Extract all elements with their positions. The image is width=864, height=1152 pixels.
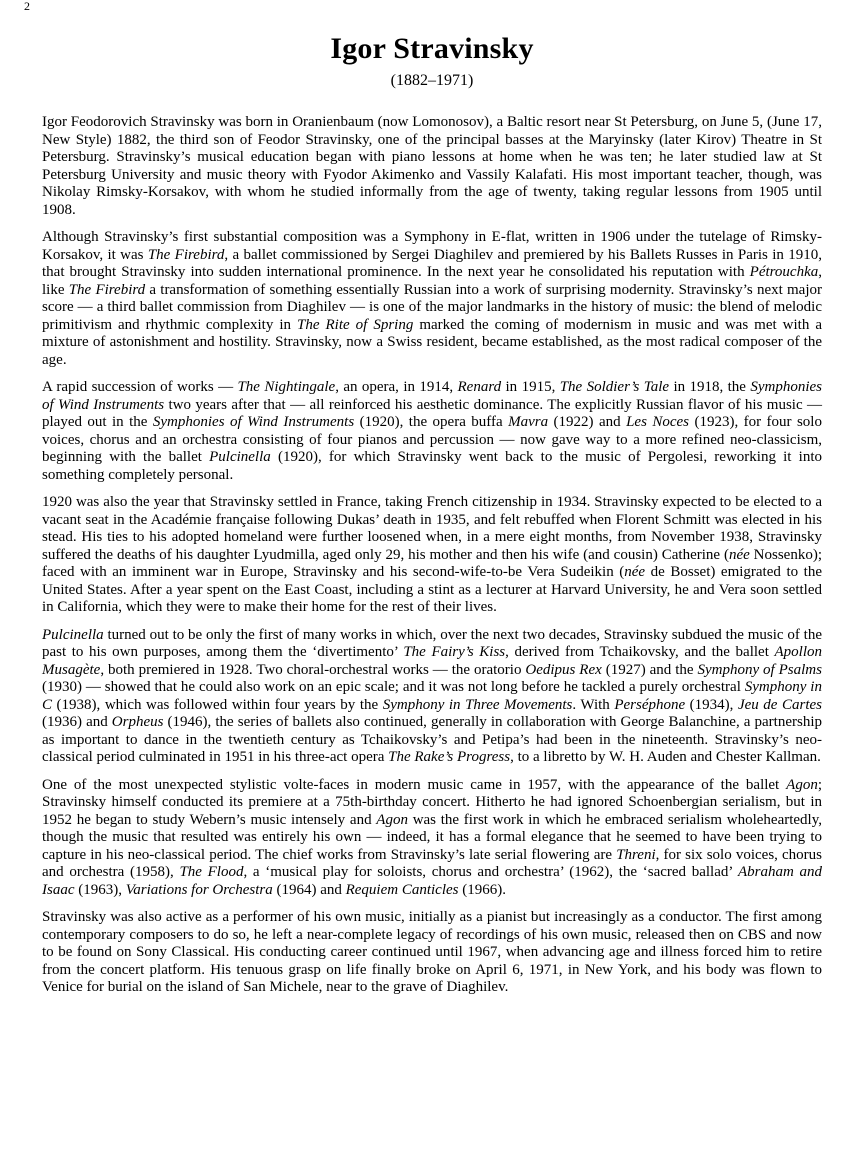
page-title: Igor Stravinsky xyxy=(330,32,534,65)
paragraph: One of the most unexpected stylistic volte-faces in modern music came in 1957, with the appearance of the ballet Agon; Stravinsky himself conducted its premiere at a 75th-birthday concert. Hitherto he had ignored Schoenbergian serialism, but in 1952 he began to study Webern’s music intensely and Agon was the first work in which he embraced serialism wholeheartedly, though the music that resulted was entirely his own — indeed, it has a formal elegance that he seemed to have been trying to capture in his neo-classical period. The chief works from Stravinsky’s late serial flowering are Threni, for six solo voices, chorus and orchestra (1958), The Flood, a ‘musical play for soloists, chorus and orchestra’ (1962), the ‘sacred ballad’ Abraham and Isaac (1963), Variations for Orchestra (1964) and Requiem Canticles (1966). xyxy=(42,776,823,898)
page-number: 2 xyxy=(24,0,30,13)
page-subtitle: (1882–1971) xyxy=(390,72,474,89)
paragraph: Igor Feodorovich Stravinsky was born in Oranienbaum (now Lomonosov), a Baltic resort near St Petersburg, on June 5, (June 17, New Style) 1882, the third son of Feodor Stravinsky, one of the principal basses at the Maryinsky (later Kirov) Theatre in St Petersburg. Stravinsky’s musical education began with piano lessons at home when he was ten; he later studied law at St Petersburg University and music theory with Fyodor Akimenko and Vassily Kalafati. His most important teacher, though, was Nikolay Rimsky-Korsakov, with whom he studied informally from the age of twenty, taking regular lessons from 1905 until 1908. xyxy=(42,114,822,218)
paragraph: A rapid succession of works — The Nightingale, an opera, in 1914, Renard in 1915, The Soldier’s Tale in 1918, the Symphonies of Wind Instruments two years after that — all reinforced his aesthetic dominance. The explicitly Russian flavor of his music — played out in the Symphonies of Wind Instruments (1920), the opera buffa Mavra (1922) and Les Noces (1923), for four solo voices, chorus and an orchestra consisting of four pianos and percussion — now gave way to a more refined neo-classicism, beginning with the ballet Pulcinella (1920), for which Stravinsky went back to the music of Pergolesi, reworking it into something completely personal. xyxy=(42,379,823,483)
paragraph: Stravinsky was also active as a performer of his own music, initially as a pianist but increasingly as a conductor. The first among contemporary composers to do so, he left a near-complete legacy of recordings of his own music, released then on CBS and now to be found on Sony Classical. His conducting career continued until 1967, when advancing age and illness forced him to retire from the concert platform. His tenuous grasp on life finally broke on April 6, 1971, in New York, and his body was flown to Venice for burial on the island of San Michele, near to the grave of Diaghilev. xyxy=(42,909,822,995)
paragraph: Although Stravinsky’s first substantial composition was a Symphony in E-flat, written in 1906 under the tutelage of Rimsky-Korsakov, it was The Firebird, a ballet commissioned by Sergei Diaghilev and premiered by his Ballets Russes in Paris in 1910, that brought Stravinsky into sudden international prominence. In the next year he consolidated his reputation with Pétrouchka, like The Firebird a transformation of something essentially Russian into a work of surprising modernity. Stravinsky’s next major score — a third ballet commission from Diaghilev — is one of the major landmarks in the history of music: the blend of melodic primitivism and rhythmic complexity in The Rite of Spring marked the coming of modernism in music and was met with a mixture of astonishment and hostility. Stravinsky, now a Swiss resident, became established, as the most radical composer of the age. xyxy=(42,229,823,368)
body-text xyxy=(42,114,822,997)
paragraph: 1920 was also the year that Stravinsky settled in France, taking French citizenship in 1934. Stravinsky expected to be elected to a vacant seat in the Académie française following Dukas’ death in 1935, and felt rebuffed when Florent Schmitt was elected in his stead. His ties to his adopted homeland were further loosened when, in a mere eight months, from November 1938, Stravinsky suffered the deaths of his daughter Lyudmilla, aged only 29, his mother and then his wife (and cousin) Catherine (née Nossenko); faced with an imminent war in Europe, Stravinsky and his second-wife-to-be Vera Sudeikin (née de Bosset) emigrated to the United States. After a year spent on the East Coast, including a stint as a lecturer at Harvard University, he and Vera soon settled in California, which they were to make their home for the rest of their lives. xyxy=(42,494,823,615)
paragraph: Pulcinella turned out to be only the first of many works in which, over the next two decades, Stravinsky subdued the music of the past to his own purposes, among them the ‘divertimento’ The Fairy’s Kiss, derived from Tchaikovsky, and the ballet Apollon Musagète, both premiered in 1928. Two choral-orchestral works — the oratorio Oedipus Rex (1927) and the Symphony of Psalms (1930) — showed that he could also work on an epic scale; and it was not long before he tackled a purely orchestral Symphony in C (1938), which was followed within four years by the Symphony in Three Movements. With Perséphone (1934), Jeu de Cartes (1936) and Orpheus (1946), the series of ballets also continued, generally in collaboration with George Balanchine, a partnership as important to dance in the twentieth century as Tchaikovsky’s and Petipa’s had been in the nineteenth. Stravinsky’s neo-classical period culminated in 1951 in his three-act opera The Rake’s Progress, to a libretto by W. H. Auden and Chester Kallman. xyxy=(42,626,822,765)
